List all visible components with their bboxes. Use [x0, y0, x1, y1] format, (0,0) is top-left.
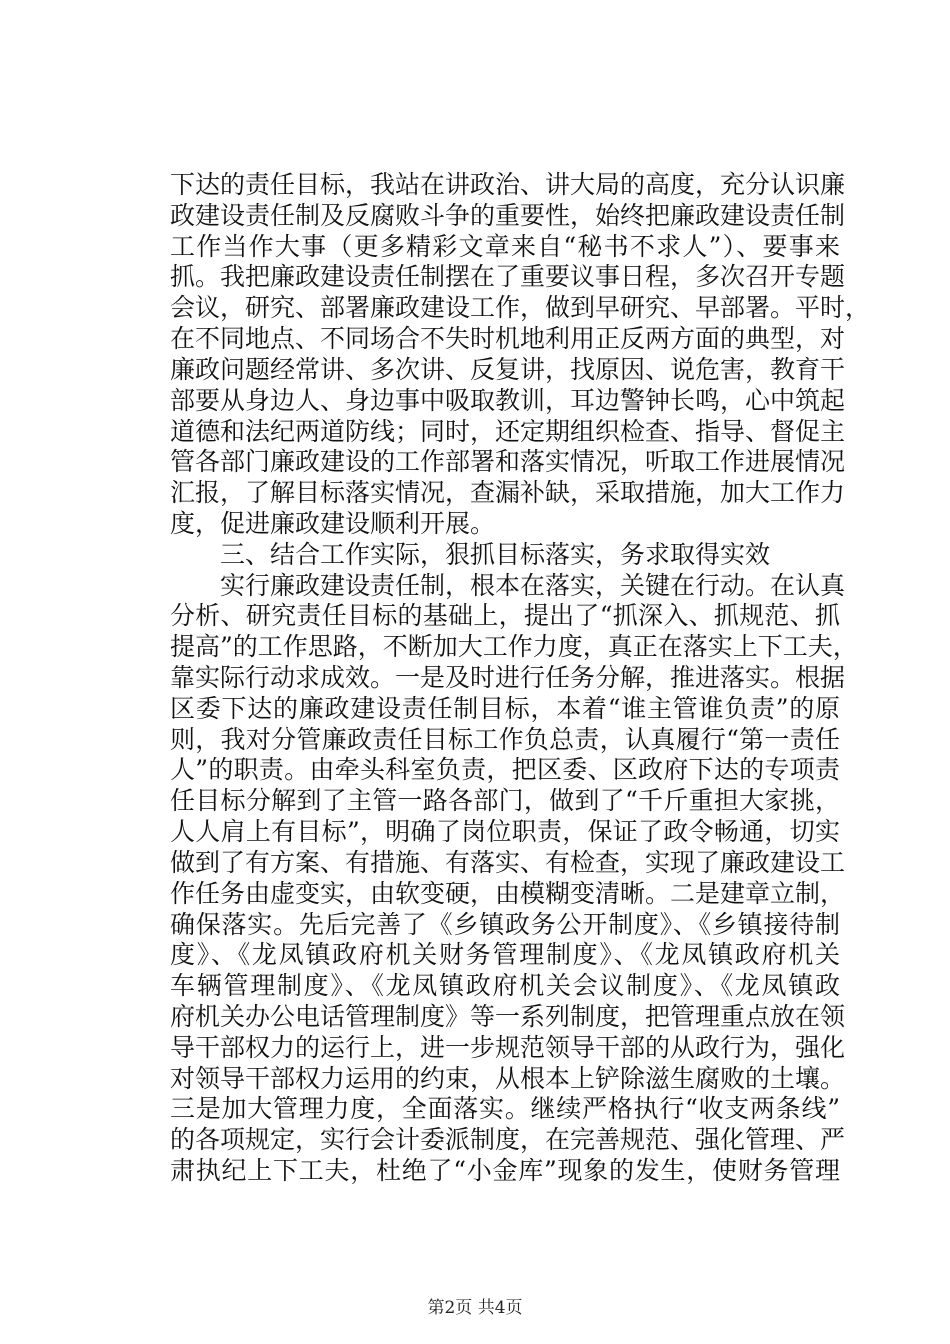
paragraph-line: 下达的责任目标，我站在讲政治、讲大局的高度，充分认识廉 — [170, 170, 846, 199]
paragraph-line: 度，促进廉政建设顺利开展。 — [170, 509, 496, 538]
paragraph-line: 肃执纪上下工夫，杜绝了“小金库”现象的发生，使财务管理 — [170, 1156, 840, 1185]
paragraph-line: 的各项规定，实行会计委派制度，在完善规范、强化管理、严 — [170, 1125, 846, 1154]
paragraph-line: 抓。我把廉政建设责任制摆在了重要议事日程，多次召开专题 — [170, 262, 846, 291]
paragraph-line: 人”的职责。由牵头科室负责，把区委、区政府下达的专项责 — [170, 755, 840, 784]
section-heading: 三、结合工作实际，狠抓目标落实，务求取得实效 — [220, 540, 771, 569]
paragraph-line: 车辆管理制度》、《龙凤镇政府机关会议制度》、《龙凤镇政 — [170, 971, 840, 1000]
paragraph-line: 政建设责任制及反腐败斗争的重要性，始终把廉政建设责任制 — [170, 201, 846, 230]
paragraph-line: 靠实际行动求成效。一是及时进行任务分解，推进落实。根据 — [170, 663, 846, 692]
paragraph-line: 管各部门廉政建设的工作部署和落实情况，听取工作进展情况 — [170, 447, 846, 476]
paragraph-line: 度》、《龙凤镇政府机关财务管理制度》、《龙凤镇政府机关 — [170, 940, 840, 969]
paragraph-line: 导干部权力的运行上，进一步规范领导干部的从政行为，强化 — [170, 1033, 846, 1062]
paragraph-line: 对领导干部权力运用的约束，从根本上铲除滋生腐败的土壤。 — [170, 1064, 846, 1093]
paragraph-line: 区委下达的廉政建设责任制目标，本着“谁主管谁负责”的原 — [170, 694, 840, 723]
paragraph-line: 任目标分解到了主管一路各部门，做到了“千斤重担大家挑， — [170, 786, 840, 815]
paragraph-line: 分析、研究责任目标的基础上，提出了“抓深入、抓规范、抓 — [170, 601, 840, 630]
paragraph-line: 则，我对分管廉政责任目标工作负总责，认真履行“第一责任 — [170, 725, 840, 754]
paragraph-line: 府机关办公电话管理制度》等一系列制度，把管理重点放在领 — [170, 1002, 846, 1031]
paragraph-line: 实行廉政建设责任制，根本在落实，关键在行动。在认真 — [220, 571, 846, 600]
page-number-footer: 第2页 共4页 — [427, 1298, 523, 1318]
paragraph-line: 部要从身边人、身边事中吸取教训，耳边警钟长鸣，心中筑起 — [170, 386, 846, 415]
paragraph-line: 人人肩上有目标”，明确了岗位职责，保证了政令畅通，切实 — [170, 817, 840, 846]
paragraph-line: 做到了有方案、有措施、有落实、有检查，实现了廉政建设工 — [170, 848, 846, 877]
paragraph-line: 提高”的工作思路，不断加大工作力度，真正在落实上下工夫， — [170, 632, 858, 661]
paragraph-line: 道德和法纪两道防线；同时，还定期组织检查、指导、督促主 — [170, 417, 846, 446]
paragraph-line: 廉政问题经常讲、多次讲、反复讲，找原因、说危害，教育干 — [170, 355, 846, 384]
paragraph-line: 在不同地点、不同场合不失时机地利用正反两方面的典型，对 — [170, 324, 846, 353]
paragraph-line: 作任务由虚变实，由软变硬，由模糊变清晰。二是建章立制， — [170, 879, 846, 908]
paragraph-line: 会议，研究、部署廉政建设工作，做到早研究、早部署。平时， — [170, 293, 871, 322]
paragraph-line: 确保落实。先后完善了《乡镇政务公开制度》、《乡镇接待制 — [170, 910, 840, 939]
paragraph-line: 三是加大管理力度，全面落实。继续严格执行“收支两条线” — [170, 1094, 840, 1123]
paragraph-line: 汇报，了解目标落实情况，查漏补缺，采取措施，加大工作力 — [170, 478, 846, 507]
paragraph-line: 工作当作大事（更多精彩文章来自“秘书不求人”）、要事来 — [170, 232, 840, 261]
